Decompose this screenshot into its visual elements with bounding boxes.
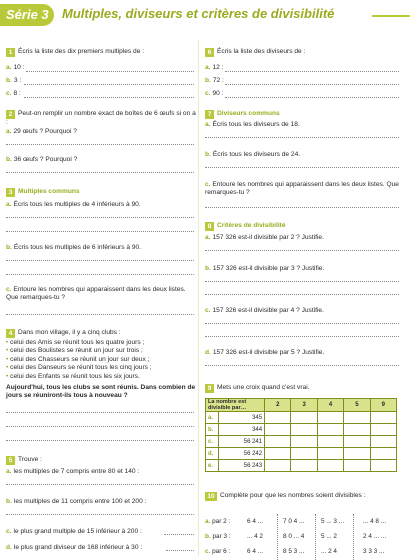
answer-line[interactable]: [225, 71, 399, 72]
page-header: [0, 0, 410, 30]
checkbox-cell[interactable]: [344, 448, 370, 460]
exercise-9-statement: Mets une croix quand c'est vrai.: [217, 384, 310, 391]
answer-line[interactable]: [6, 426, 194, 427]
exercise-2: 2 Peut-on remplir un nombre exact de boîtes de 6 œufs si on a :: [6, 110, 196, 126]
ex5-item-d: d. le plus grand diviseur de 168 inférieur à 30 :: [6, 544, 143, 551]
checkbox-cell[interactable]: [317, 424, 343, 436]
fill-in-number[interactable]: 8 5 3 ...: [283, 548, 305, 555]
answer-line[interactable]: [24, 97, 194, 98]
answer-line[interactable]: [6, 484, 194, 485]
answer-line[interactable]: [6, 314, 194, 315]
answer-line[interactable]: [166, 550, 194, 551]
list-item: • celui des Enfants se réunit tous les six jours.: [6, 372, 140, 380]
checkbox-cell[interactable]: [291, 460, 317, 472]
answer-line[interactable]: [205, 294, 399, 295]
exercise-6: 6 Écris la liste des diviseurs de :: [205, 48, 401, 57]
checkbox-cell[interactable]: [265, 460, 291, 472]
answer-line[interactable]: [225, 97, 399, 98]
exercise-1: [6, 48, 196, 57]
exercise-9: 9 Mets une croix quand c'est vrai.: [205, 384, 401, 393]
checkbox-cell[interactable]: [291, 412, 317, 424]
checkbox-cell[interactable]: [317, 436, 343, 448]
exercise-1-statement: Écris la liste des dix premiers multiples de :: [18, 48, 145, 55]
checkbox-cell[interactable]: [344, 460, 370, 472]
column-separator: [277, 514, 278, 560]
ex6-item-c: c. 90 :: [205, 90, 224, 97]
answer-line[interactable]: [6, 231, 194, 232]
checkbox-cell[interactable]: [370, 460, 396, 472]
checkbox-cell[interactable]: [317, 460, 343, 472]
checkbox-cell[interactable]: [370, 448, 396, 460]
list-item: • celui des Boulistes se réunit un jour sur trois ;: [6, 347, 143, 355]
table-header-label: La nombre est divisible par…: [206, 399, 265, 412]
checkbox-cell[interactable]: [291, 436, 317, 448]
table-row: a. 345: [206, 412, 397, 424]
column-separator: [315, 514, 316, 560]
serie-badge: Série 3: [0, 4, 54, 26]
checkbox-cell[interactable]: [317, 412, 343, 424]
column-header: 9: [370, 399, 396, 412]
ex2-item-a: a. 29 œufs ? Pourquoi ?: [6, 128, 77, 135]
checkbox-cell[interactable]: [370, 412, 396, 424]
ex3-item-c: c. Entoure les nombres qui apparaissent dans les deux listes. Que remarques-tu ?: [6, 286, 186, 302]
answer-line[interactable]: [6, 412, 194, 413]
ex7-item-b: b. Écris tous les diviseurs de 24.: [205, 151, 301, 158]
ex2-item-b: b. 36 œufs ? Pourquoi ?: [6, 156, 78, 163]
checkbox-cell[interactable]: [265, 412, 291, 424]
ex7-item-c: c. Entoure les nombres qui apparaissent dans les deux listes. Que remarques-tu ?: [205, 181, 399, 197]
table-row: c. 56 241: [206, 436, 397, 448]
list-item: • celui des Danseurs se réunit tous les cinq jours ;: [6, 364, 152, 372]
table-header-row: [206, 399, 397, 412]
exercise-4-question: Aujourd'hui, tous les clubs se sont réunis. Dans combien de jours se réuniront-ils tous à nouveau ?: [6, 384, 196, 400]
table-row: e. 56 243: [206, 460, 397, 472]
checkbox-cell[interactable]: [370, 436, 396, 448]
exercise-5-statement: Trouve :: [18, 456, 42, 463]
page-title: Multiples, diviseurs et critères de divisibilité: [62, 6, 335, 21]
divisibility-table: [205, 398, 397, 472]
answer-line[interactable]: [164, 534, 194, 535]
exercise-8: 8 Critères de divisibilité: [205, 222, 401, 231]
answer-line[interactable]: [6, 440, 194, 441]
column-header: 5: [344, 399, 370, 412]
ex1-item-a: a. 10 :: [6, 64, 25, 71]
checkbox-cell[interactable]: [291, 424, 317, 436]
fill-in-number[interactable]: ... 4 8 ...: [363, 518, 387, 525]
fill-in-number[interactable]: 5 ... 3 ...: [321, 518, 345, 525]
exercise-6-statement: Écris la liste des diviseurs de :: [217, 48, 306, 55]
exercise-10: 10 Complète pour que les nombres soient divisibles :: [205, 492, 401, 501]
checkbox-cell[interactable]: [370, 424, 396, 436]
exercise-4: 4 Dans mon village, il y a cinq clubs :: [6, 329, 196, 338]
exercise-3-title: Multiples communs: [18, 188, 80, 195]
fill-in-number[interactable]: 7 0 4 ...: [283, 518, 305, 525]
checkbox-cell[interactable]: [265, 436, 291, 448]
ex6-item-a: a. 12 :: [205, 64, 224, 71]
answer-line[interactable]: [205, 365, 399, 366]
fill-in-number[interactable]: 5 ... 2: [321, 533, 337, 540]
exercise-4-intro: Dans mon village, il y a cinq clubs :: [18, 329, 121, 336]
ex5-item-b: b. les multiples de 11 compris entre 100 et 200 :: [6, 498, 147, 505]
ex8-item-a: a. 157 326 est-il divisible par 2 ? Justifie.: [205, 234, 324, 241]
table-row: b. 344: [206, 424, 397, 436]
fill-in-number[interactable]: 2 4 ... ...: [363, 533, 387, 540]
checkbox-cell[interactable]: [291, 448, 317, 460]
fill-in-number[interactable]: ... 4 2: [247, 533, 263, 540]
ex8-item-d: d. 157 326 est-il divisible par 5 ? Justifie.: [205, 349, 325, 356]
ex7-item-a: a. Écris tous les diviseurs de 18.: [205, 121, 300, 128]
answer-line[interactable]: [205, 323, 399, 324]
title-underline: [372, 15, 410, 17]
answer-line[interactable]: [205, 137, 399, 138]
list-item: • celui des Chasseurs se réunit un jour sur deux ;: [6, 355, 150, 363]
ex1-item-c: c. 8 :: [6, 90, 21, 97]
exercise-3: 3 Multiples communs: [6, 188, 196, 197]
ex5-item-c: c. le plus grand multiple de 15 inférieur à 200 :: [6, 528, 142, 535]
fill-in-number[interactable]: 6 4 ...: [247, 548, 263, 555]
club-list: [6, 339, 196, 381]
exercise-7: 7 Diviseurs communs: [205, 110, 401, 119]
answer-line[interactable]: [6, 514, 194, 515]
ex1-item-b: b. 3 :: [6, 77, 22, 84]
fill-in-number[interactable]: 3 3 3 ...: [363, 548, 385, 555]
column-header: 4: [317, 399, 343, 412]
ex6-item-b: b. 72 :: [205, 77, 224, 84]
column-separator: [353, 514, 354, 560]
checkbox-cell[interactable]: [317, 448, 343, 460]
answer-line[interactable]: [6, 144, 194, 145]
answer-line[interactable]: [205, 281, 399, 282]
answer-line[interactable]: [6, 260, 194, 261]
answer-line[interactable]: [24, 84, 194, 85]
answer-line[interactable]: [26, 71, 194, 72]
checkbox-cell[interactable]: [265, 424, 291, 436]
fill-in-number[interactable]: 8 0 ... 4: [283, 533, 305, 540]
ex3-item-b: b. Écris tous les multiples de 6 inférieurs à 90.: [6, 244, 142, 251]
exercise-number: 1: [6, 48, 15, 57]
answer-line[interactable]: [6, 172, 194, 173]
checkbox-cell[interactable]: [344, 436, 370, 448]
ex8-item-b: b. 157 326 est-il divisible par 3 ? Justifie.: [205, 265, 325, 272]
answer-line[interactable]: [205, 250, 399, 251]
checkbox-cell[interactable]: [344, 412, 370, 424]
ex5-item-a: a. les multiples de 7 compris entre 80 et 140 :: [6, 468, 140, 475]
answer-line[interactable]: [205, 336, 399, 337]
answer-line[interactable]: [205, 207, 399, 208]
ex8-item-c: c. 157 326 est-il divisible par 4 ? Justifie.: [205, 307, 324, 314]
exercise-2-statement: Peut-on remplir un nombre exact de boîtes de 6 œufs si on a :: [6, 110, 196, 126]
exercise-10-statement: Complète pour que les nombres soient divisibles :: [220, 492, 366, 499]
checkbox-cell[interactable]: [344, 424, 370, 436]
list-item: • celui des Amis se réunit tous les quatre jours ;: [6, 339, 145, 346]
answer-line[interactable]: [6, 217, 194, 218]
answer-line[interactable]: [6, 274, 194, 275]
column-header: 2: [265, 399, 291, 412]
ex3-item-a: a. Écris tous les multiples de 4 inférieurs à 90.: [6, 201, 141, 208]
checkbox-cell[interactable]: [265, 448, 291, 460]
table-row: d. 56 242: [206, 448, 397, 460]
fill-in-number[interactable]: 6 4 ...: [247, 518, 263, 525]
answer-line[interactable]: [225, 84, 399, 85]
exercise-7-title: Diviseurs communs: [217, 110, 280, 117]
answer-line[interactable]: [205, 167, 399, 168]
column-divider: [198, 40, 199, 556]
exercise-5: 5 Trouve :: [6, 456, 196, 465]
column-header: 3: [291, 399, 317, 412]
fill-in-number[interactable]: ... 2 4: [321, 548, 337, 555]
exercise-8-title: Critères de divisibilité: [217, 222, 286, 229]
